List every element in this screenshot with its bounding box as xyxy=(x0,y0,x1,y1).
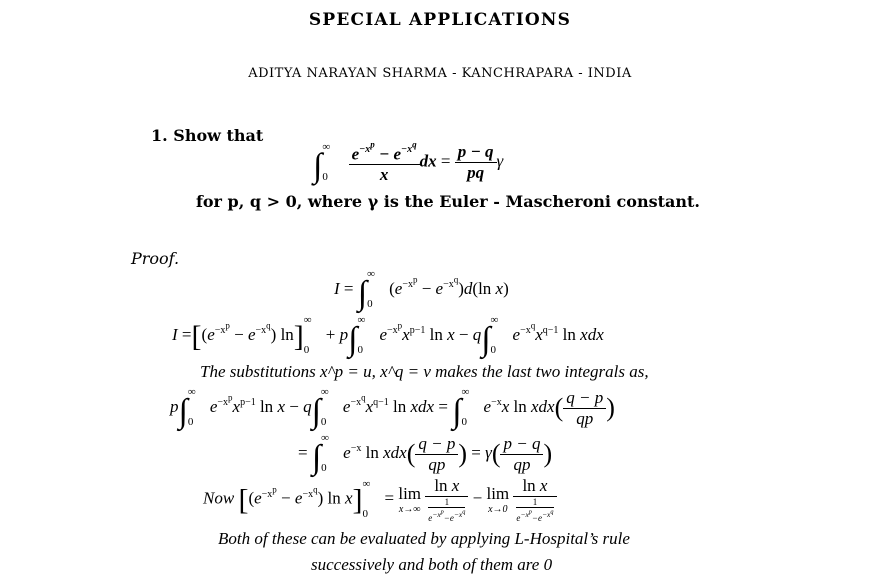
proof-line-2: $I =[(e^{-x^p} - e^{-x^q})$ ln] ∞ 0 + p∫ ∞ 0 $e^{-x^p}x^{p-1}$ ln x − q∫ ∞ 0 $e^{-x^q}x^{q-1}$ ln xdx xyxy=(172,314,604,358)
proof-line-4: p∫ ∞ 0 $e^{-x^p}x^{p-1}$ ln x − q∫ ∞ 0 $e^{-x^q}x^{q-1}$ ln xdx = ∫ ∞ 0 $e^{-x}x$ ln xdx( $\frac{q - p}{qp}$ ) xyxy=(170,386,615,430)
problem-condition: for p, q > 0, where γ is the Euler - Mascheroni constant. xyxy=(196,192,700,211)
proof-label: Proof. xyxy=(131,249,180,268)
author-line: ADITYA NARAYAN SHARMA - KANCHRAPARA - INDIA xyxy=(248,66,632,81)
proof-line-5: = ∫ ∞ 0 $e^{-x}$ ln xdx( $\frac{q - p}{qp}$ ) = γ( $\frac{p - q}{qp}$ ) xyxy=(298,432,553,476)
conclusion-line-1: Both of these can be evaluated by applying L-Hospital’s rule xyxy=(218,529,630,548)
substitution-text: The substitutions x^p = u, x^q = v makes the last two integrals as, xyxy=(200,362,649,381)
conclusion-line-2: successively and both of them are 0 xyxy=(311,555,553,574)
problem-equation: ∫ ∞ 0 $\frac{e^{-x^p} - e^{-x^q}}{x}$ dx = $\frac{p - q}{pq}$ γ xyxy=(313,140,504,185)
proof-line-6: Now [$(e^{-x^p} - e^{-x^q})$ ln x] ∞ 0 = lim x→∞ ln x 1 $e^{-x^p}-e^{-x^q}$ − lim x→0 ln x 1 $e^{-x^p}-e^{-x^q}$ xyxy=(203,476,557,524)
problem-number: 1. Show that xyxy=(151,126,264,145)
proof-line-1: I = ∫ ∞ 0 $(e^{-x^p} - e^{-x^q})d(\ln$ x) xyxy=(334,268,509,312)
page-title: SPECIAL APPLICATIONS xyxy=(308,10,572,30)
